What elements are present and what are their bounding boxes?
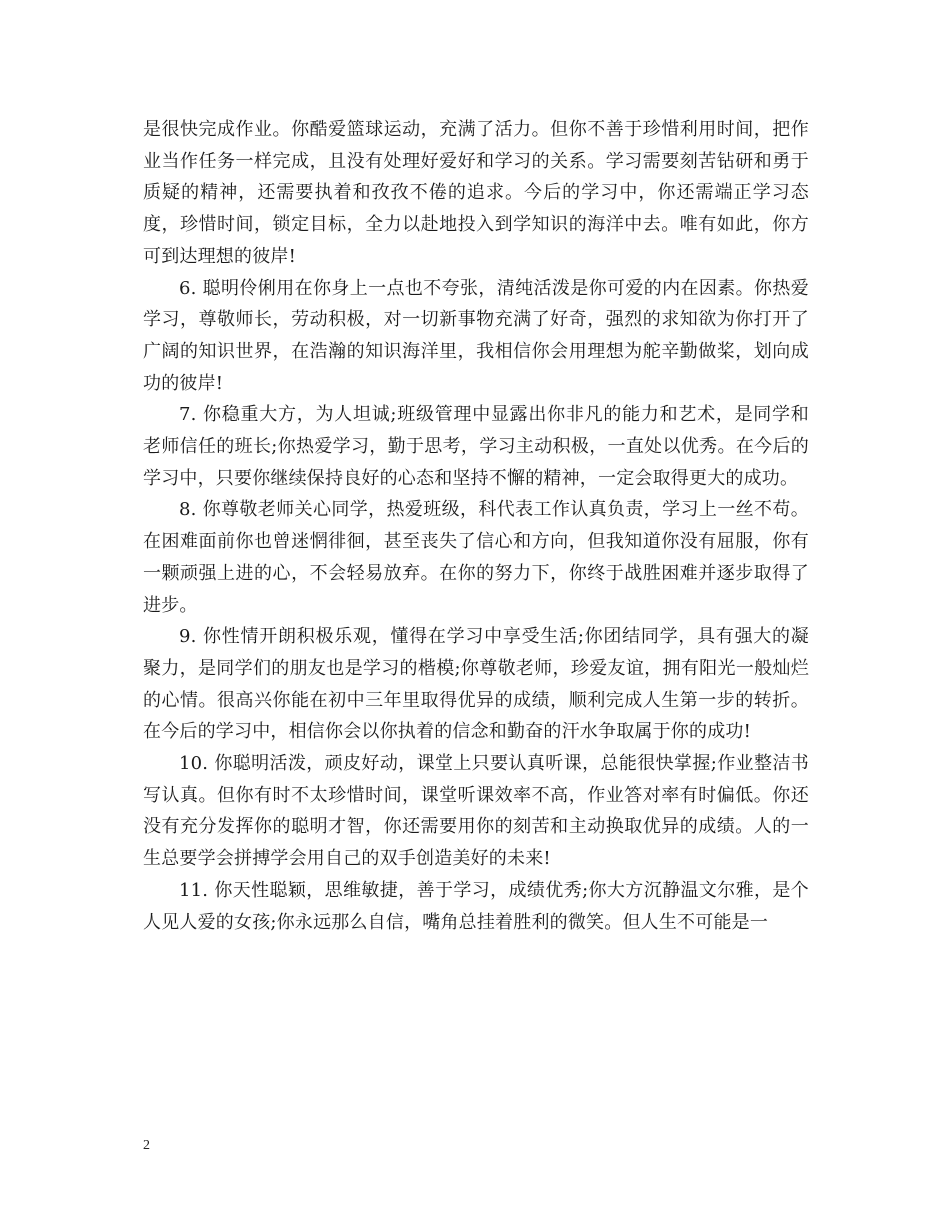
paragraph-7: 7. 你稳重大方，为人坦诚;班级管理中显露出你非凡的能力和艺术，是同学和老师信任的班长;你热爱学习，勤于思考，学习主动积极，一直处以优秀。在今后的学习中，只要你继续保持良好的心态和坚持不懈的精神，一定会取得更大的成功。 [143,404,809,489]
paragraph-6: 6. 聪明伶俐用在你身上一点也不夸张，清纯活泼是你可爱的内在因素。你热爱学习，尊敬师长，劳动积极，对一切新事物充满了好奇，强烈的求知欲为你打开了广阔的知识世界，在浩瀚的知识海洋里，我相信你会用理想为舵辛勤做桨，划向成功的彼岸! [143,277,809,394]
paragraph-9: 9. 你性情开朗积极乐观，懂得在学习中享受生活;你团结同学，具有强大的凝聚力，是同学们的朋友也是学习的楷模;你尊敬老师，珍爱友谊，拥有阳光一般灿烂的心情。很高兴你能在初中三年里取得优异的成绩，顺利完成人生第一步的转折。在今后的学习中，相信你会以你执着的信念和勤奋的汗水争取属于你的成功! [143,626,809,743]
page-number: 2 [143,1138,150,1153]
paragraph-8: 8. 你尊敬老师关心同学，热爱班级，科代表工作认真负责，学习上一丝不苟。在困难面前你也曾迷惘徘徊，甚至丧失了信心和方向，但我知道你没有屈服，你有一颗顽强上进的心，不会轻易放弃。在你的努力下，你终于战胜困难并逐步取得了进步。 [143,499,809,616]
document-body [143,114,809,938]
paragraph-10: 10. 你聪明活泼，顽皮好动，课堂上只要认真听课，总能很快掌握;作业整洁书写认真。但你有时不太珍惜时间，课堂听课效率不高，作业答对率有时偏低。你还没有充分发挥你的聪明才智，你还需要用你的刻苦和主动换取优异的成绩。人的一生总要学会拼搏学会用自己的双手创造美好的未来! [143,753,809,870]
paragraph-continuation: 是很快完成作业。你酷爱篮球运动，充满了活力。但你不善于珍惜利用时间，把作业当作任务一样完成，且没有处理好爱好和学习的关系。学习需要刻苦钻研和勇于质疑的精神，还需要执着和孜孜不倦的追求。今后的学习中，你还需端正学习态度，珍惜时间，锁定目标，全力以赴地投入到学知识的海洋中去。唯有如此，你方可到达理想的彼岸! [143,119,809,267]
paragraph-11: 11. 你天性聪颖，思维敏捷，善于学习，成绩优秀;你大方沉静温文尔雅，是个人见人爱的女孩;你永远那么自信，嘴角总挂着胜利的微笑。但人生不可能是一 [143,879,809,933]
